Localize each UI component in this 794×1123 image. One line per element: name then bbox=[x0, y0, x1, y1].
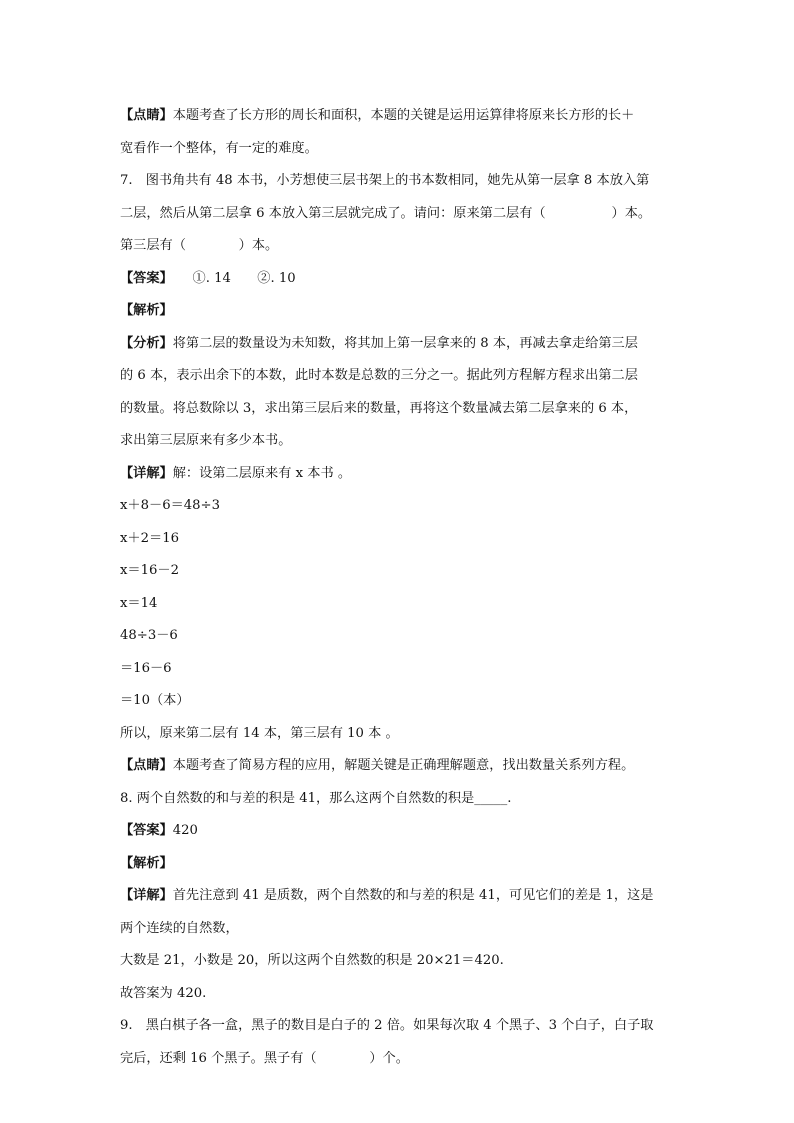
text-line bbox=[120, 685, 680, 718]
line-text: ①. 14 ②. 10 bbox=[166, 270, 296, 286]
text-line bbox=[120, 425, 680, 458]
text-line bbox=[120, 913, 680, 946]
line-text: 7. 图书角共有 48 本书，小芳想使三层书架上的书本数相同，她先从第一层拿 8 本放入第 bbox=[120, 173, 650, 188]
section-tag: 【分析】 bbox=[120, 335, 173, 351]
text-line bbox=[120, 978, 680, 1011]
section-tag: 【解析】 bbox=[120, 855, 173, 871]
text-line bbox=[120, 360, 680, 393]
text-line bbox=[120, 1010, 680, 1043]
line-text: ＝10（本） bbox=[120, 693, 190, 708]
text-line bbox=[120, 165, 680, 198]
line-text: x＝16－2 bbox=[120, 563, 179, 578]
line-text: ＝16－6 bbox=[120, 660, 172, 676]
section-tag: 【详解】 bbox=[120, 888, 173, 903]
section-tag: 【答案】 bbox=[120, 823, 173, 838]
line-text: 48÷3－6 bbox=[120, 628, 178, 643]
line-text: 9. 黑白棋子各一盒，黑子的数目是白子的 2 倍。如果每次取 4 个黑子、3 个白子，白子取 bbox=[120, 1018, 654, 1033]
line-text: 故答案为 420. bbox=[120, 985, 207, 1001]
text-line bbox=[120, 815, 680, 848]
line-text: 的数量。将总数除以 3，求出第三层后来的数量，再将这个数量减去第二层拿来的 6 本， bbox=[120, 400, 638, 416]
line-text: 解：设第二层原来有 x 本书 。 bbox=[172, 465, 352, 481]
line-text: x＋8－6＝48÷3 bbox=[120, 498, 221, 513]
line-text: 420 bbox=[172, 823, 198, 838]
text-line bbox=[120, 295, 680, 328]
section-tag: 【详解】 bbox=[120, 465, 173, 481]
line-text: 求出第三层原来有多少本书。 bbox=[120, 433, 292, 448]
text-line bbox=[120, 588, 680, 621]
text-line bbox=[120, 653, 680, 686]
section-tag: 【答案】 bbox=[120, 270, 167, 286]
document-body bbox=[120, 100, 680, 1075]
line-text: 宽看作一个整体，有一定的难度。 bbox=[120, 140, 318, 156]
text-line bbox=[120, 328, 680, 361]
text-line bbox=[120, 750, 680, 783]
line-text: 第三层有（ ）本。 bbox=[120, 238, 279, 253]
text-line bbox=[120, 198, 680, 231]
text-line bbox=[120, 880, 680, 913]
line-text: 大数是 21，小数是 20，所以这两个自然数的积是 20×21＝420. bbox=[120, 953, 504, 968]
section-tag: 【点睛】 bbox=[120, 758, 173, 773]
line-text: x＋2＝16 bbox=[120, 530, 179, 546]
line-text: 完后，还剩 16 个黑子。黑子有（ ）个。 bbox=[120, 1050, 409, 1066]
text-line bbox=[120, 100, 680, 133]
text-line bbox=[120, 230, 680, 263]
text-line bbox=[120, 620, 680, 653]
section-tag: 【点睛】 bbox=[120, 108, 173, 123]
section-tag: 【解析】 bbox=[120, 303, 173, 318]
line-text: 两个连续的自然数， bbox=[120, 920, 239, 936]
text-line bbox=[120, 523, 680, 556]
text-line bbox=[120, 848, 680, 881]
text-line bbox=[120, 783, 680, 816]
line-text: 首先注意到 41 是质数，两个自然数的和与差的积是 41，可见它们的差是 1，这是 bbox=[172, 888, 654, 903]
text-line bbox=[120, 718, 680, 751]
text-line bbox=[120, 458, 680, 491]
document-page bbox=[120, 100, 680, 1075]
line-text: 本题考查了简易方程的应用，解题关键是正确理解题意，找出数量关系列方程。 bbox=[172, 758, 635, 773]
line-text: 将第二层的数量设为未知数，将其加上第一层拿来的 8 本，再减去拿走给第三层 bbox=[172, 335, 638, 351]
text-line bbox=[120, 133, 680, 166]
line-text: x＝14 bbox=[120, 595, 158, 611]
text-line bbox=[120, 490, 680, 523]
line-text: 二层，然后从第二层拿 6 本放入第三层就完成了。请问：原来第二层有（ ）本。 bbox=[120, 205, 652, 221]
line-text: 所以，原来第二层有 14 本，第三层有 10 本 。 bbox=[120, 725, 399, 741]
line-text: 本题考查了长方形的周长和面积，本题的关键是运用运算律将原来长方形的长＋ bbox=[172, 108, 635, 123]
text-line bbox=[120, 945, 680, 978]
text-line bbox=[120, 555, 680, 588]
line-text: 8. 两个自然数的和与差的积是 41，那么这两个自然数的积是_____. bbox=[120, 790, 512, 806]
text-line bbox=[120, 263, 680, 296]
text-line bbox=[120, 393, 680, 426]
line-text: 的 6 本，表示出余下的本数，此时本数是总数的三分之一。据此列方程解方程求出第二层 bbox=[120, 368, 638, 383]
text-line bbox=[120, 1043, 680, 1076]
